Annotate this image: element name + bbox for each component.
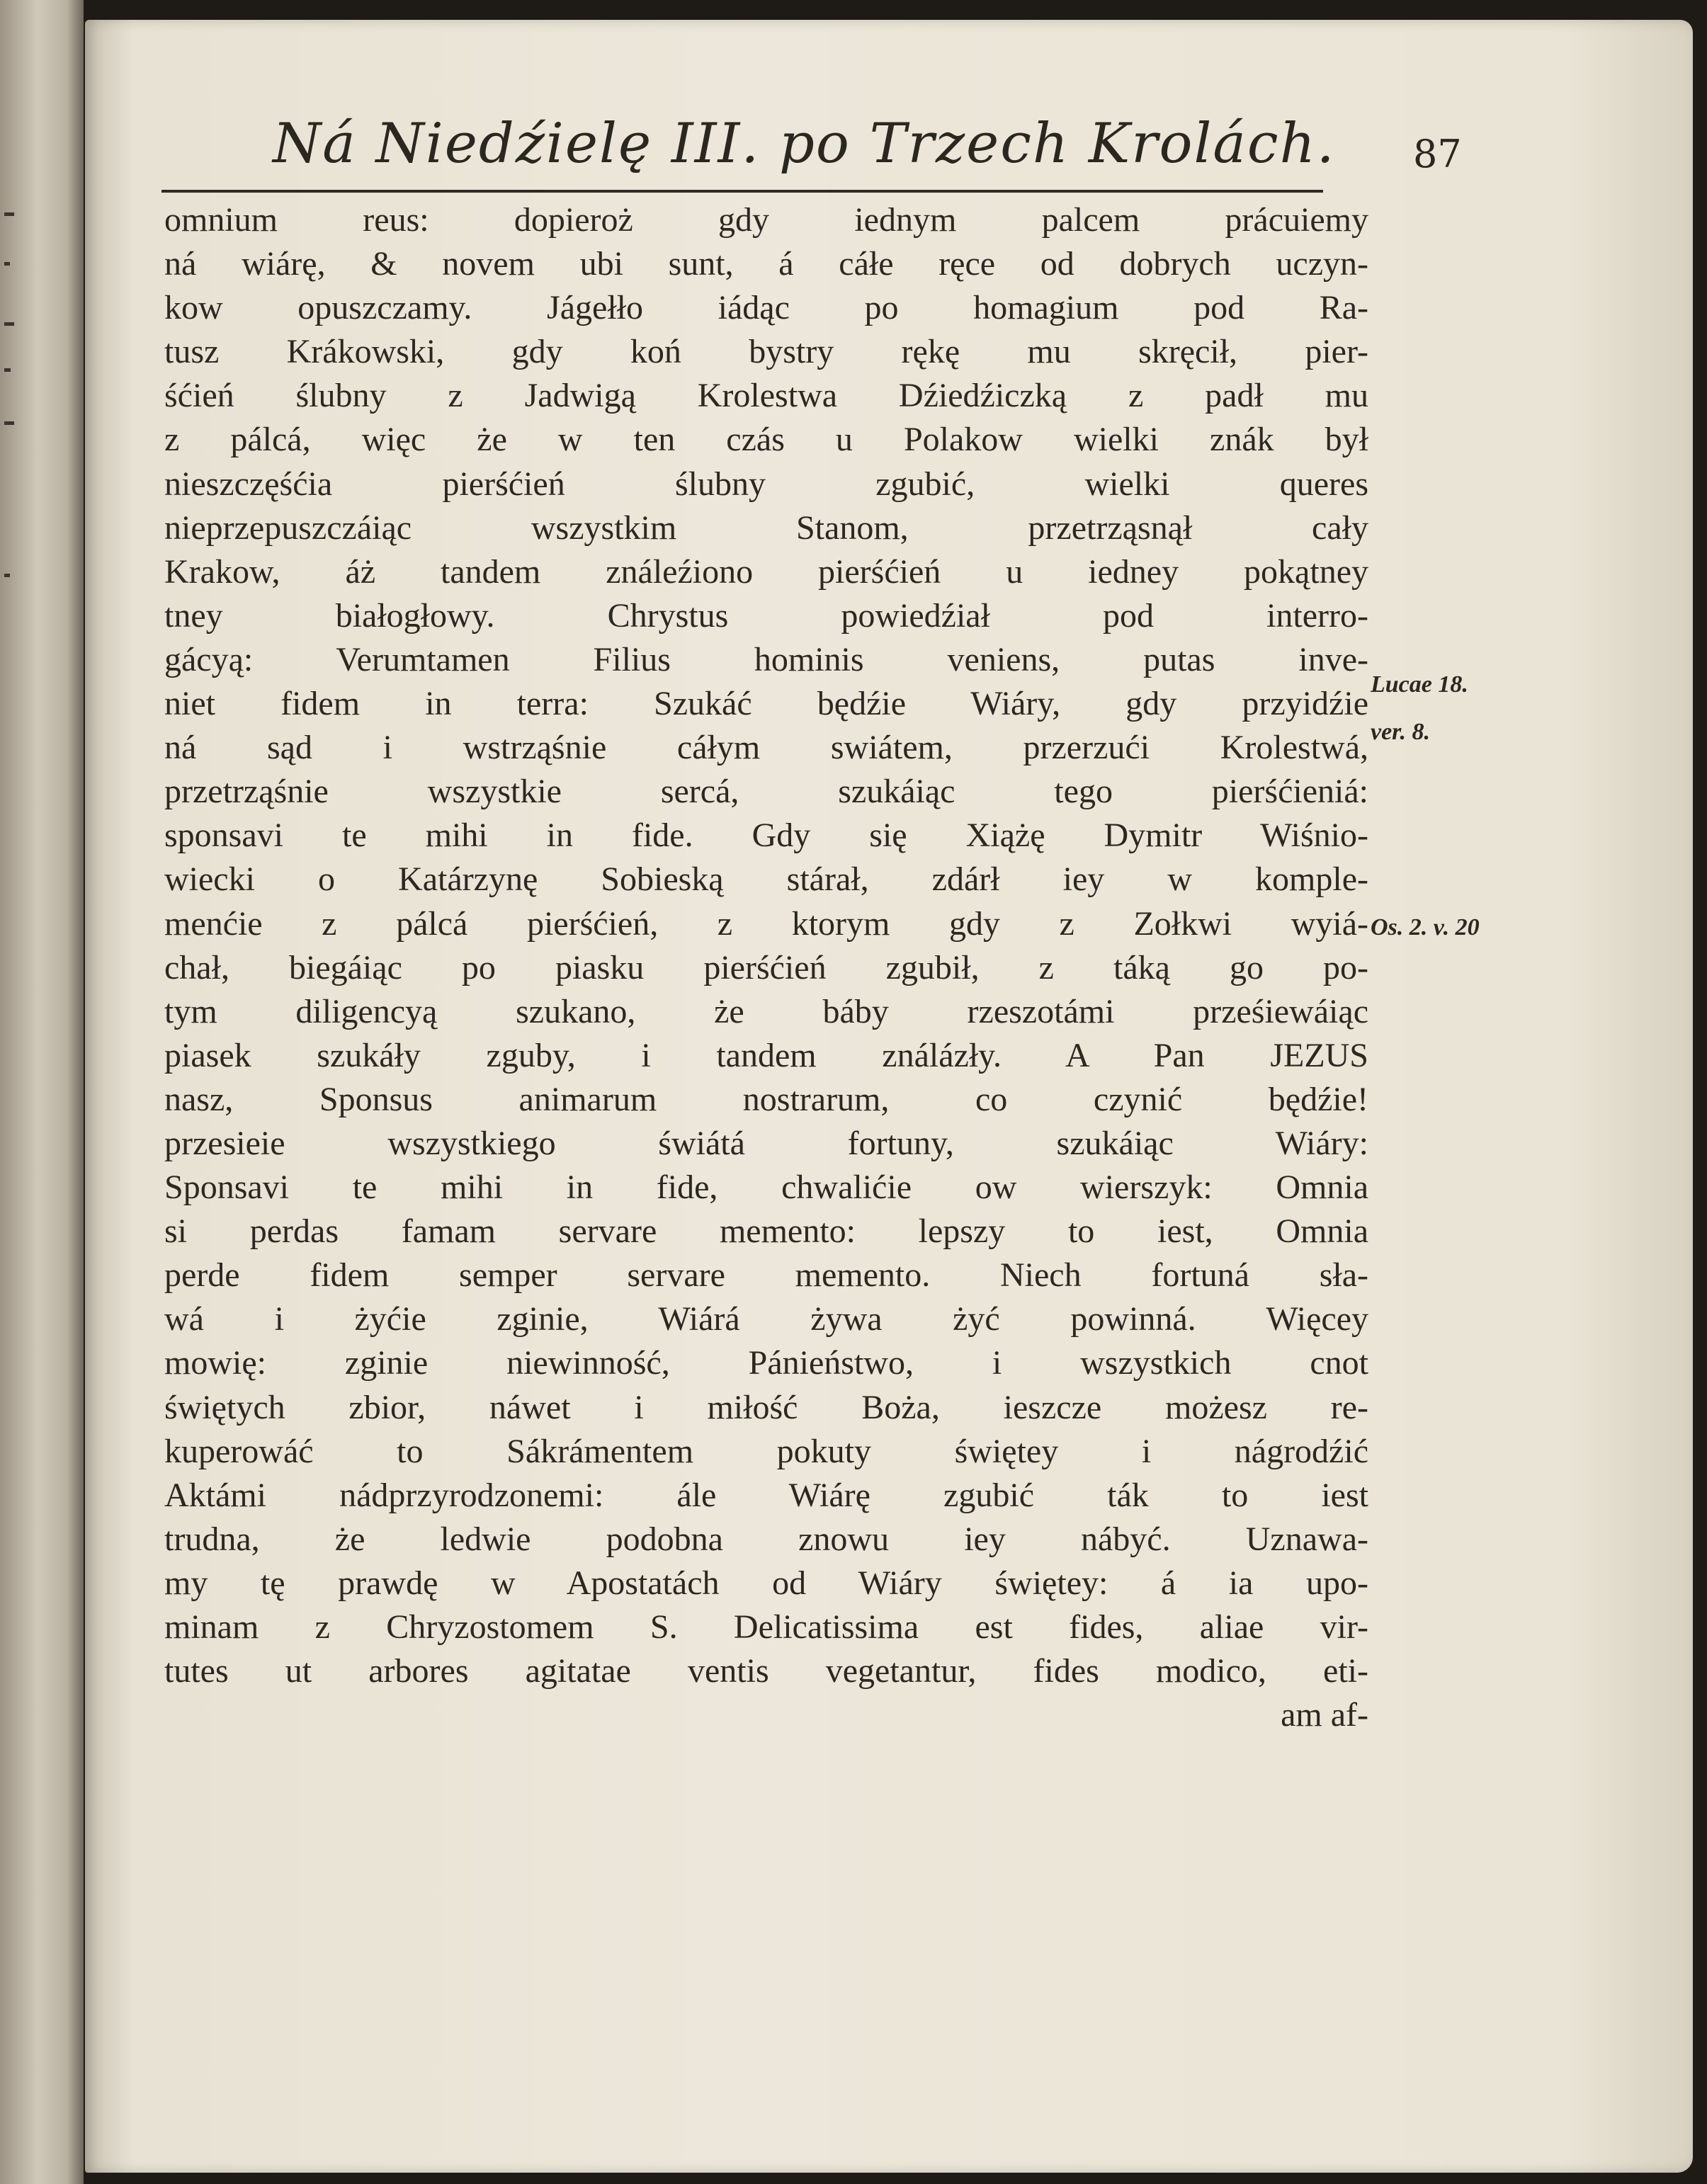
text-line: menćie z pálcá pierśćień, z ktorym gdy z Zołkwi wyiá- xyxy=(164,904,1368,943)
text-line: gácyą: Verumtamen Filius hominis veniens, putas inve- xyxy=(164,640,1368,678)
text-line: nieszczęśćia pierśćień ślubny zgubić, wielki queres xyxy=(164,465,1368,503)
text-line: ná sąd i wstrząśnie cáłym swiátem, przerzući Krolestwá, xyxy=(164,729,1368,767)
text-line: wiecki o Katárzynę Sobieską stárał, zdárł iey w komple- xyxy=(164,860,1368,899)
text-line: piasek szukáły zguby, i tandem ználázły. A Pan JEZUS xyxy=(164,1036,1368,1074)
left-page-bleed-marks xyxy=(0,0,28,2184)
text-line: przetrząśnie wszystkie sercá, szukáiąc tego pierśćieniá: xyxy=(164,773,1368,811)
text-line: tym diligencyą szukano, że báby rzeszotámi prześiewáiąc xyxy=(164,992,1368,1030)
text-line: nasz, Sponsus animarum nostrarum, co czynić będźie! xyxy=(164,1080,1368,1118)
text-line: świętych zbior, náwet i miłość Boża, ieszcze możesz re- xyxy=(164,1388,1368,1426)
text-line: mowię: zginie niewinność, Pánieństwo, i wszystkich cnot xyxy=(164,1344,1368,1382)
text-line: Sponsavi te mihi in fide, chwalićie ow wierszyk: Omnia xyxy=(164,1168,1368,1207)
text-line: si perdas famam servare memento: lepszy to iest, Omnia xyxy=(164,1212,1368,1251)
margin-note-luke: Lucae 18. xyxy=(1371,671,1468,698)
text-line: perde fidem semper servare memento. Niech fortuná sła- xyxy=(164,1256,1368,1295)
text-line: chał, biegáiąc po piasku pierśćień zgubił, z táką go po- xyxy=(164,948,1368,986)
header-rule xyxy=(161,190,1323,193)
text-line: my tę prawdę w Apostatách od Wiáry świętey: á ia upo- xyxy=(164,1564,1368,1602)
text-line: kow opuszczamy. Jágełło iádąc po homagium pod Ra- xyxy=(164,289,1368,327)
margin-note-hosea: Os. 2. v. 20 xyxy=(1371,914,1480,940)
running-head: Ná Niedźielę III. po Trzech Krolách. xyxy=(273,112,1336,176)
text-line: Krakow, áż tandem ználeźiono pierśćień u iedney pokątney xyxy=(164,552,1368,591)
text-line: sponsavi te mihi in fide. Gdy się Xiążę Dymitr Wiśnio- xyxy=(164,817,1368,855)
page-number: 87 xyxy=(1413,132,1462,176)
text-line: tney białogłowy. Chrystus powiedźiał pod interro- xyxy=(164,596,1368,635)
catchword-line: am af- xyxy=(1281,1696,1368,1734)
text-line: przesieie wszystkiego świátá fortuny, szukáiąc Wiáry: xyxy=(164,1124,1368,1162)
text-line: ná wiárę, & novem ubi sunt, á cáłe ręce od dobrych uczyn- xyxy=(164,245,1368,283)
margin-note-luke-verse: ver. 8. xyxy=(1371,719,1431,745)
text-line: minam z Chryzostomem S. Delicatissima est fides, aliae vir- xyxy=(164,1608,1368,1646)
text-line: śćień ślubny z Jadwigą Krolestwa Dźiedźiczką z padł mu xyxy=(164,377,1368,415)
text-line: kuperowáć to Sákrámentem pokuty świętey i nágrodźić xyxy=(164,1432,1368,1470)
text-line: niet fidem in terra: Szukáć będźie Wiáry, gdy przyidźie xyxy=(164,685,1368,723)
body-text xyxy=(164,198,1368,1737)
text-line: wá i żyćie zginie, Wiárá żywa żyć powinná. Więcey xyxy=(164,1300,1368,1338)
text-line: nieprzepuszczáiąc wszystkim Stanom, przetrząsnął cały xyxy=(164,508,1368,547)
text-line: trudna, że ledwie podobna znowu iey nábyć. Uznawa- xyxy=(164,1520,1368,1558)
text-line: omnium reus: dopieroż gdy iednym palcem prácuiemy xyxy=(164,201,1368,239)
text-line: z pálcá, więc że w ten czás u Polakow wielki znák był xyxy=(164,421,1368,459)
text-line: tutes ut arbores agitatae ventis vegetantur, fides modico, eti- xyxy=(164,1652,1368,1690)
text-line: Aktámi nádprzyrodzonemi: ále Wiárę zgubić ták to iest xyxy=(164,1476,1368,1514)
text-line: tusz Krákowski, gdy koń bystry rękę mu skręcił, pier- xyxy=(164,333,1368,371)
